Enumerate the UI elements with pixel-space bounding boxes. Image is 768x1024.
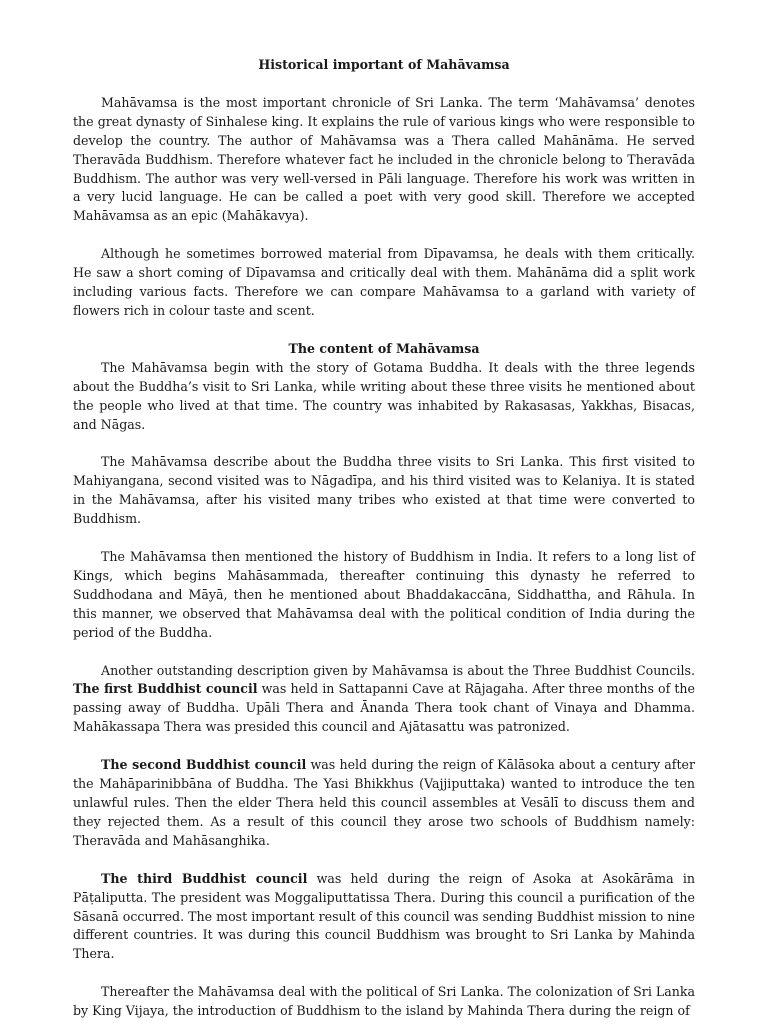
paragraph-third-council <box>73 870 695 965</box>
paragraph-content-2: The Mahāvamsa describe about the Buddha three visits to Sri Lanka. This first visited to Mahiyangana, second visited was to Nāgadīpa, and his third visited was to Kelaniya. It is stated in the Mahāvamsa, after his visited many tribes who existed at that time were converted to Buddhism. <box>73 454 695 527</box>
paragraph-second-council <box>73 756 695 851</box>
council-intro-text: Another outstanding description given by Mahāvamsa is about the Three Buddhist Councils. <box>101 662 695 678</box>
paragraph-intro-1: Mahāvamsa is the most important chronicle of Sri Lanka. The term ‘Mahāvamsa’ denotes the great dynasty of Sinhalese king. It explains the rule of various kings who were responsible to develop the country. The author of Mahāvamsa was a Thera called Mahānāma. He served Theravāda Buddhism. Therefore whatever fact he included in the chronicle belong to Theravāda Buddhism. The author was very well-versed in Pāli language. Therefore his work was written in a very lucid language. He can be called a poet with very good skill. Therefore we accepted Mahāvamsa as an epic (Mahākavya). <box>73 94 695 224</box>
paragraph-content-1: The Mahāvamsa begin with the story of Gotama Buddha. It deals with the three legends about the Buddha’s visit to Sri Lanka, while writing about these three visits he mentioned about the people who lived at that time. The country was inhabited by Rakasasas, Yakkhas, Bisacas, and Nāgas. <box>73 359 695 432</box>
paragraph-sri-lanka-politics: Thereafter the Mahāvamsa deal with the political of Sri Lanka. The colonization of Sri Lanka by King Vijaya, the introduction of Buddhism to the island by Mahinda Thera during the reign of <box>73 984 695 1019</box>
paragraph-first-council <box>73 662 695 738</box>
second-council-text: was held during the reign of Kālāsoka about a century after the Mahāparinibbāna of Buddha. The Yasi Bhikkhus (Vajjiputtaka) wanted to introduce the ten unlawful rules. Then the elder Thera held this council assembles at Vesālī to discuss them and they rejected them. As a result of this council they arose two schools of Buddhism namely: Theravāda and Mahāsanghika. <box>73 757 695 848</box>
paragraph-content-3: The Mahāvamsa then mentioned the history of Buddhism in India. It refers to a long list of Kings, which begins Mahāsammada, thereafter continuing this dynasty he referred to Suddhodana and Māyā, then he mentioned about Bhaddakaccāna, Siddhattha, and Rāhula. In this manner, we observed that Mahāvamsa deal with the political condition of India during the period of the Buddha. <box>73 549 695 640</box>
document-title: Historical important of Mahāvamsa <box>258 57 510 72</box>
section-heading-content: The content of Mahāvamsa <box>288 340 480 356</box>
paragraph-intro-2: Although he sometimes borrowed material from Dīpavamsa, he deals with them critically. He saw a short coming of Dīpavamsa and critically deal with them. Mahānāma did a split work including various facts. Therefore we can compare Mahāvamsa to a garland with variety of flowers rich in colour taste and scent. <box>73 246 695 318</box>
first-council-term: The first Buddhist council <box>73 681 258 697</box>
document-body <box>73 56 695 1021</box>
third-council-term: The third Buddhist council <box>101 870 308 886</box>
second-council-term: The second Buddhist council <box>101 757 307 773</box>
third-council-text: was held during the reign of Asoka at Asokārāma in Pāṭaliputta. The president was Moggaliputtatissa Thera. During this council a purification of the Sāsanā occurred. The most important result of this council was sending Buddhist mission to nine different countries. It was during this council Buddhism was brought to Sri Lanka by Mahinda Thera. <box>73 870 695 962</box>
first-council-text: was held in Sattapanni Cave at Rājagaha. After three months of the passing away of Buddha. Upāli Thera and Ānanda Thera took chant of Vinaya and Dhamma. Mahākassapa Thera was presided this council and Ajātasattu was patronized. <box>73 681 695 735</box>
